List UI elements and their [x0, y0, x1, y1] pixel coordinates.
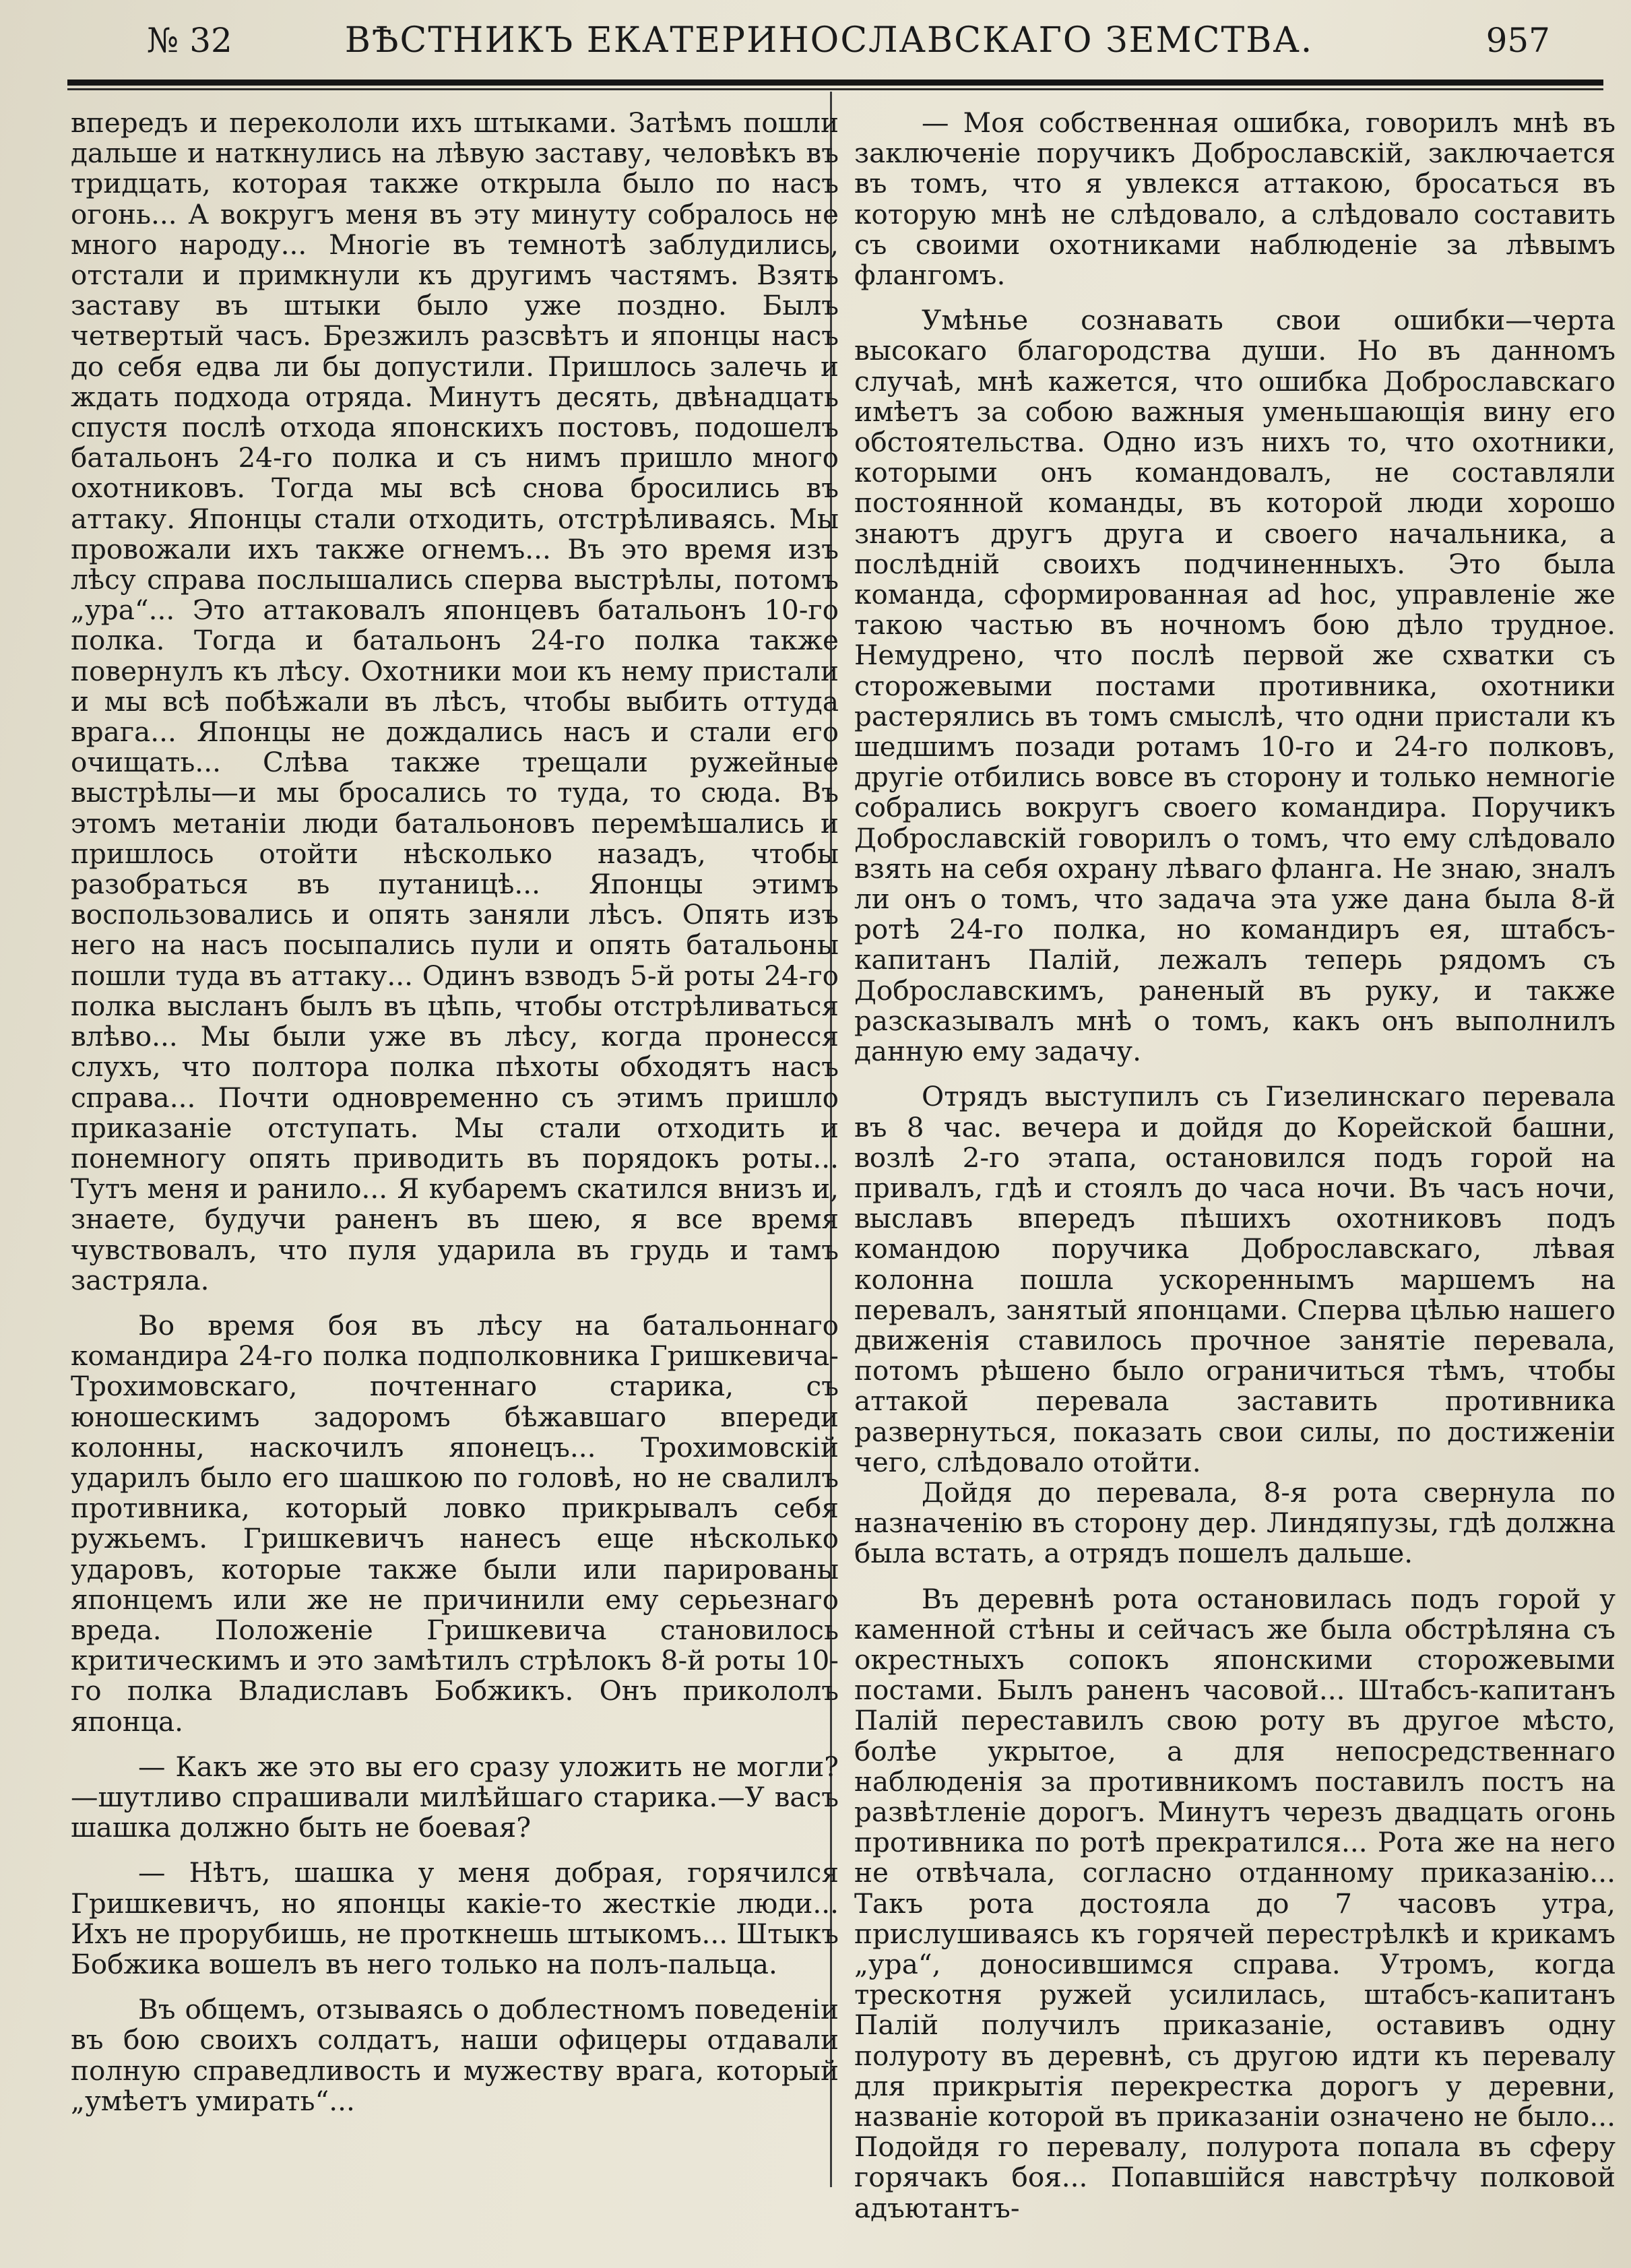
paragraph: Отрядъ выступилъ съ Гизелинскаго перевала въ 8 час. вечера и дойдя до Корейской башни, возлѣ 2-го этапа, остановился подъ горой на привалъ, гдѣ и стоялъ до часа ночи. Въ часъ ночи, выславъ впередъ пѣшихъ охотниковъ подъ командою поручика Доброславскаго, лѣвая колонна пошла ускореннымъ маршемъ на перевалъ, занятый японцами. Сперва цѣлью нашего движенія ставилось прочное занятіе перевала, потомъ рѣшено было ограничиться тѣмъ, чтобы аттакой перевала заставить противника развернуться, показать свои силы, по достиженіи чего, слѣдовало отойти.	[854, 1080, 1616, 1478]
header-rule-thin	[67, 88, 1603, 90]
paragraph: — Моя собственная ошибка, говорилъ мнѣ въ заключеніе поручикъ Доброславскій, заключается въ томъ, что я увлекся аттакою, бросаться въ которую мнѣ не слѣдовало, а слѣдовало составить съ своими охотниками наблюденіе за лѣвымъ флангомъ.	[854, 108, 1616, 292]
issue-number: № 32	[147, 21, 232, 60]
left-column	[71, 108, 839, 2244]
page-number: 957	[1485, 21, 1550, 60]
paragraph: — Нѣтъ, шашка у меня добрая, горячился Гришкевичъ, но японцы какіе-то жесткіе люди... Ихъ не прорубишь, не проткнешь штыкомъ... Штыкъ Бобжика вошелъ въ него только на полъ-пальца.	[71, 1856, 839, 1980]
paragraph: Дойдя до перевала, 8-я рота свернула по назначенію въ сторону дер. Линдяпузы, гдѣ должна была встать, а отрядъ пошелъ дальше.	[854, 1476, 1616, 1570]
paragraph: Во время боя въ лѣсу на батальоннаго командира 24-го полка подполковника Гришкевича-Трохимовскаго, почтеннаго старика, съ юношескимъ задоромъ бѣжавшаго впереди колонны, наскочилъ японецъ... Трохимовскій ударилъ было его шашкою по головѣ, но не свалилъ противника, который ловко прикрывалъ себя ружьемъ. Гришкевичъ нанесъ еще нѣсколько ударовъ, которые также были или парированы японцемъ или же не причинили ему серьезнаго вреда. Положеніе Гришкевича становилось критическимъ и это замѣтилъ стрѣлокъ 8-й роты 10-го полка Владиславъ Бобжикъ. Онъ прикололъ японца.	[71, 1309, 839, 1738]
paragraph: Въ общемъ, отзываясь о доблестномъ поведеніи въ бою своихъ солдатъ, наши офицеры отдавали полную справедливость и мужеству врага, который „умѣетъ умирать“...	[71, 1993, 839, 2117]
paragraph: Въ деревнѣ рота остановилась подъ горой у каменной стѣны и сейчасъ же была обстрѣляна съ окрестныхъ сопокъ японскими сторожевыми постами. Былъ раненъ часовой... Штабсъ-капитанъ Палій переставилъ свою роту въ другое мѣсто, болѣе укрытое, а для непосредственнаго наблюденія за противникомъ поставилъ постъ на развѣтленіе дорогъ. Минутъ черезъ двадцать огонь противника по ротѣ прекратился... Рота же на него не отвѣчала, согласно отданному приказанію... Такъ рота достояла до 7 часовъ утра, прислушиваясь къ горячей перестрѣлкѣ и крикамъ „ура“, доносившимся справа. Утромъ, когда трескотня ружей усилилась, штабсъ-капитанъ Палій получилъ приказаніе, оставивъ одну полуроту въ деревнѣ, съ другою идти къ перевалу для прикрытія перекрестка дорогъ у деревни, названіе которой въ приказаніи означено не было... Подойдя го перевалу, полурота попала въ сферу горячакъ боя... Попавшійся навстрѣчу полковой адъютантъ-	[854, 1582, 1616, 2224]
paragraph: — Какъ же это вы его сразу уложить не могли?—шутливо спрашивали милѣйшаго старика.—У васъ шашка должно быть не боевая?	[71, 1750, 839, 1844]
header-rule-thick	[67, 80, 1603, 86]
journal-title: ВѢСТНИКЪ ЕКАТЕРИНОСЛАВСКАГО ЗЕМСТВА.	[344, 20, 1314, 61]
right-column	[854, 108, 1616, 2244]
paragraph: Умѣнье сознавать свои ошибки—черта высокаго благородства души. Но въ данномъ случаѣ, мнѣ кажется, что ошибка Доброславскаго имѣетъ за собою важныя уменьшающія вину его обстоятельства. Одно изъ нихъ то, что охотники, которыми онъ командовалъ, не составляли постоянной команды, въ которой люди хорошо знаютъ другъ друга и своего начальника, а послѣдній своихъ подчиненныхъ. Это была команда, сформированная ad hoc, управленіе же такою частью въ ночномъ бою дѣло трудное. Немудрено, что послѣ первой же схватки съ сторожевыми постами противника, охотники растерялись въ томъ смыслѣ, что одни пристали къ шедшимъ позади ротамъ 10-го и 24-го полковъ, другіе отбились вовсе въ сторону и только немногіе собрались вокругъ своего командира. Поручикъ Доброславскій говорилъ о томъ, что ему слѣдовало взять на себя охрану лѣваго фланга. Не знаю, зналъ ли онъ о томъ, что задача эта уже дана была 8-й ротѣ 24-го полка, но командиръ ея, штабсъ-капитанъ Палій, лежалъ теперь рядомъ съ Доброславскимъ, раненый въ руку, и также разсказывалъ мнѣ о томъ, какъ онъ выполнилъ данную ему задачу.	[854, 304, 1616, 1068]
page-header	[67, 7, 1591, 81]
paragraph: впередъ и перекололи ихъ штыками. Затѣмъ пошли дальше и наткнулись на лѣвую заставу, человѣкъ въ тридцать, которая также открыла было по насъ огонь... А вокругъ меня въ эту минуту собралось не много народу... Многіе въ темнотѣ заблудились, отстали и примкнули къ другимъ частямъ. Взять заставу въ штыки было уже поздно. Былъ четвертый часъ. Брезжилъ разсвѣтъ и японцы насъ до себя едва ли бы допустили. Пришлось залечь и ждать подхода отряда. Минутъ десять, двѣнадцать спустя послѣ отхода японскихъ постовъ, подошелъ батальонъ 24-го полка и съ нимъ пришло много охотниковъ. Тогда мы всѣ снова бросились въ аттаку. Японцы стали отходить, отстрѣливаясь. Мы провожали ихъ также огнемъ... Въ это время изъ лѣсу справа послышались сперва выстрѣлы, потомъ „ура“... Это аттаковалъ японцевъ батальонъ 10-го полка. Тогда и батальонъ 24-го полка также повернулъ къ лѣсу. Охотники мои къ нему пристали и мы всѣ побѣжали въ лѣсъ, чтобы выбить оттуда врага... Японцы не дождались насъ и стали его очищать... Слѣва также трещали ружейные выстрѣлы—и мы бросались то туда, то сюда. Въ этомъ метаніи люди батальоновъ перемѣшались и пришлось отойти нѣсколько назадъ, чтобы разобраться въ путаницѣ... Японцы этимъ воспользовались и опять заняли лѣсъ. Опять изъ него на насъ посыпались пули и опять батальоны пошли туда въ аттаку... Одинъ взводъ 5-й роты 24-го полка высланъ былъ въ цѣпь, чтобы отстрѣливаться влѣво... Мы были уже въ лѣсу, когда пронесся слухъ, что полтора полка пѣхоты обходятъ насъ справа... Почти одновременно съ этимъ пришло приказаніе отступать. Мы стали отходить и понемногу опять приводить въ порядокъ роты... Тутъ меня и ранило... Я кубаремъ скатился внизъ и, знаете, будучи раненъ въ шею, я все время чувствовалъ, что пуля ударила въ грудь и тамъ застряла.	[71, 108, 839, 1296]
